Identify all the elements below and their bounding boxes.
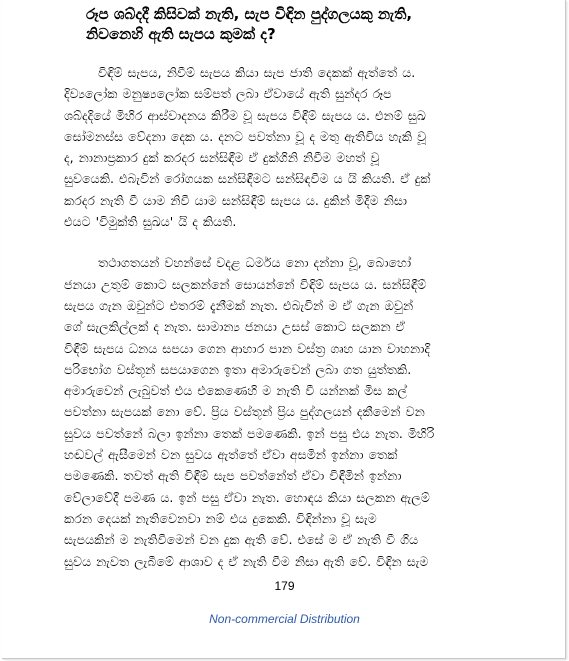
text-line: හඬවල් ඇසීමෙන් වන සුවය ඇත්තේ ඒවා අසමින් ඉන්නා තෙක් [64, 447, 398, 463]
text-line: අමාරුවෙන් ලැබුවත් එය එකෙණෙහි ම නැති වී යන්නක් මිස කල් [64, 383, 408, 399]
heading-line: රූප ශබ්දදී කිසිවක් නැති, සැප විඳින පුද්ගලයකු නැති, [86, 5, 413, 23]
text-line: පමණෙකි. තවත් ඇති විඳීම් සැප පවත්නේත් ඒවා විඳීමින් ඉන්නා [64, 468, 402, 484]
text-line: සුවය පවත්නේ බලා ඉන්නා තෙක් පමණෙකි. ඉන් පසු එය නැත. මිහිරි [64, 425, 435, 441]
text-line: පවත්නා සැපයක් නො වේ. ප්‍රිය වස්තූන් ප්‍රිය පුද්ගලයන් දකීමෙන් වන [64, 404, 425, 420]
text-line: සෝමනස්ස වේදනා දෙක ය. දනට පවත්නා වූ ද මතු ඇතිවිය හැකි වූ [64, 128, 427, 144]
text-line: ද, නානාප්‍රකාර දුක් කරදර සන්සිඳීම ඒ දුක්ගිනි නිවීම මහත් වූ [64, 150, 380, 166]
text-line: සැපය ගැන ඔවුන්ට එතරම් දැනීමක් නැත. එබැවින් ම ඒ ගැන ඔවුන් [64, 297, 414, 313]
text-line: කරදර නැති වී යාම නිවී යාම සන්සිඳීම් සැපය ය. දුකින් මිදීම නිසා [64, 192, 408, 208]
text-line: තථාගතයන් වහන්සේ වදළ ධර්මය නො දන්නා වූ, බොහෝ [98, 255, 412, 271]
paragraph-1 [64, 62, 530, 232]
text-line: සැපයකින් ම නැතිවීමෙන් වන දුක ඇති වේ. එසේ ම ඒ නැති වී ගිය [64, 532, 419, 548]
page-content [64, 4, 530, 572]
text-line: සුවය නැවත ලැබීමේ ආශාව ද ඒ නැති වීම නිසා ඇති වේ. විඳින සැම [64, 553, 429, 569]
text-line: සුවයෙකි. එබැවින් රෝගයක සන්සිඳීමට සන්සිඳවීම ය යි කියති. ඒ දුක් [64, 171, 431, 187]
text-line: පරිභෝග වස්තූන් සපයාගෙන ඉතා අමාරුවෙන් ලබා ගත යුත්තකි. [64, 361, 412, 377]
paragraph-2 [64, 252, 530, 571]
heading-line: නිවනෙහි ඇති සැපය කුමක් ද? [86, 25, 276, 43]
page-number: 179 [274, 579, 295, 593]
text-line: ගේ සැලකිල්ලක් ද නැත. සාමාන්‍ය ජනයා උසස් කොට සලකන ඒ [64, 319, 406, 335]
text-line: ශබ්දදියේ මිහිර ආස්වාදනය කිරීම වූ සැපය විඳීම් සැපය ය. එනම් සුඛ [64, 107, 426, 123]
text-line: ජනයා උතුම් කොට සලකන්නේ සොයන්නේ විඳිම් සැපය ය. සන්සිඳීම් [64, 276, 427, 292]
text-line: කරන දෙයක් නැතිවෙනවා නම් එය දුකෙකි. විඳින්නා වූ සැම [64, 510, 377, 526]
text-line: වේලාවේදී පමණ ය. ඉන් පසු ඒවා නැත. හොඳය කියා සලකන ඇලම් [64, 489, 430, 505]
text-line: දිව්‍යලෝක මනුෂ්‍යලෝක සම්පත් ලබා ඒවායේ ඇති සුන්දර රූප [64, 86, 392, 102]
text-line: විඳිම් සැපය, නිවීම් සැපය කියා සැප ජාති දෙකක් ඇත්තේ ය. [98, 65, 416, 80]
section-heading [86, 4, 530, 44]
footer-distribution-note: Non-commercial Distribution [209, 612, 360, 626]
text-line: එයට 'විමුක්ති සුඛය' යි ද කියති. [64, 214, 237, 230]
text-line: විඳීම් සැපය ධනය සපයා ගෙන ආහාර පාන වස්ත්‍ර ගෘහ යාන වාහනාදි [64, 340, 430, 356]
